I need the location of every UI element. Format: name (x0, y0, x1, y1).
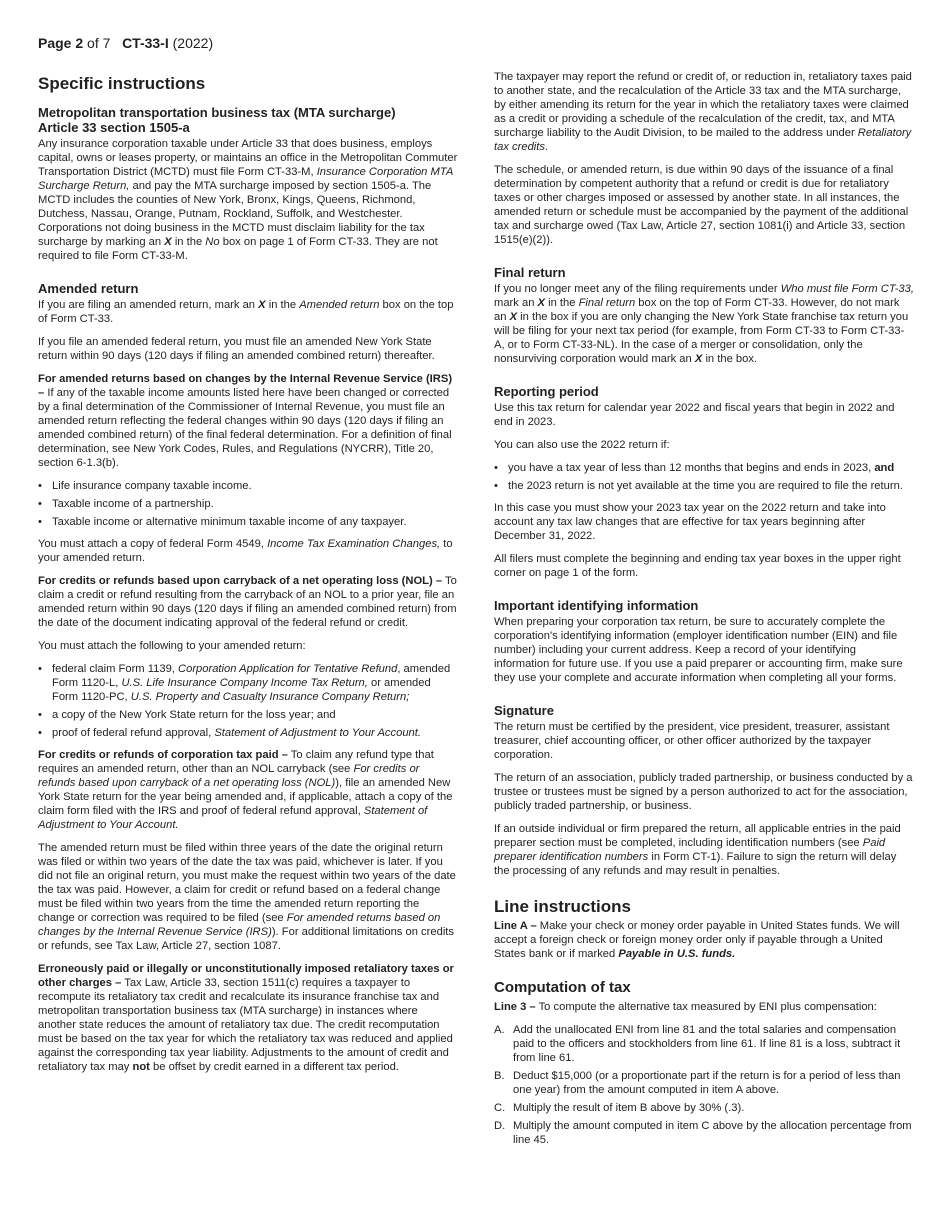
erroneous-paragraph: Erroneously paid or illegally or unconstitutionally imposed retaliatory taxes or other charges – Tax Law, Article 33, section 1511(c) requires a taxpayer to recompute its retaliatory tax credit and recalculate its insurance franchise tax and metropolitan transportation business tax (MTA surcharge) in instances where another state reduces the amount of retaliatory tax due. The credit recomputation must be based on the tax year for which the retaliatory tax was reduced and applied against the corresponding tax year liability. Adjustments to the amount of credit and retaliatory tax may not be offset by credit earned in a different tax period. (38, 963, 454, 1073)
attach-following: You must attach the following to your amended return: (38, 640, 306, 652)
retaliatory-paragraph-1: The taxpayer may report the refund or credit of, or reduction in, retaliatory taxes paid to another state, and the recalculation of the Article 33 tax and the MTA surcharge, by either amending its return for the year in which the retaliatory taxes were claimed as a credit or providing a schedule of the recalculation of the credit, tax, and MTA surcharge liability to the Audit Division, to be mailed to the address under Retaliatory tax credits. (494, 71, 912, 153)
nol-list (38, 662, 458, 740)
form-year: (2022) (172, 35, 214, 51)
list-item: • the 2023 return is not yet available at the time you are required to file the return. (494, 480, 903, 492)
reporting-paragraph-2: You can also use the 2022 return if: (494, 439, 670, 451)
list-item: D. Multiply the amount computed in item C above by the allocation percentage from line 45. (494, 1120, 912, 1146)
line-a-paragraph: Line A – Make your check or money order payable in United States funds. We will accept a foreign check or foreign money order only if payable through a United States bank or if marked Payable in U.S. funds. (494, 920, 900, 960)
form-id: CT-33-I (122, 35, 169, 51)
list-item: A. Add the unallocated ENI from line 81 and the total salaries and compensation paid to the officers and stockholders from line 61. If line 81 is a loss, subtract it from line 61. (494, 1024, 901, 1064)
page-total: of 7 (87, 35, 111, 51)
specific-instructions-heading: Specific instructions (38, 74, 206, 93)
list-item: • Life insurance company taxable income. (38, 480, 252, 492)
corp-tax-paragraph: For credits or refunds of corporation tax paid – To claim any refund type that requires an amended return, other than an NOL carryback (see For credits or refunds based upon carryback of a net operating loss (NOL)), file an amended New York State return for the year being amended and, if applicable, attach a copy of the claim form filed with the IRS and proof of federal refund approval, Statement of Adjustment to Your Account. (38, 749, 453, 831)
amended-paragraph-2: If you file an amended federal return, you must file an amended New York State return within 90 days (120 days if filing an amended combined return) thereafter. (38, 336, 435, 362)
list-item: • you have a tax year of less than 12 months that begins and ends in 2023, and (494, 462, 895, 474)
line-instructions-heading: Line instructions (494, 897, 631, 916)
reporting-paragraph-3: In this case you must show your 2023 tax year on the 2022 return and take into account any tax law changes that are effective for tax years beginning after December 31, 2022. (494, 502, 886, 542)
attach-4549-paragraph: You must attach a copy of federal Form 4549, Income Tax Examination Changes, to your amended return. (38, 538, 453, 564)
mta-paragraph: Any insurance corporation taxable under Article 33 that does business, employs capital, owns or leases property, or maintains an office in the Metropolitan Commuter Transportation District (MCTD) must file Form CT-33-M, Insurance Corporation MTA Surcharge Return, and pay the MTA surcharge imposed by section 1505-a. The MCTD includes the counties of New York, Bronx, Kings, Queens, Richmond, Dutchess, Nassau, Orange, Putnam, Rockland, Suffolk, and Westchester. Corporations not doing business in the MCTD must disclaim liability for the tax surcharge by marking an X in the No box on page 1 of Form CT-33. They are not required to file Form CT-33-M. (38, 138, 458, 262)
signature-paragraph-2: The return of an association, publicly traded partnership, or business conducted by a trustee or trustees must be signed by a person authorized to act for the association, publicly traded partnership, or business. (494, 772, 913, 812)
signature-paragraph-1: The return must be certified by the president, vice president, treasurer, assistant treasurer, chief accounting officer, or other officer authorized by the taxpayer corporation. (494, 721, 890, 761)
three-years-paragraph: The amended return must be filed within three years of the date the original return was filed or within two years of the date the tax was paid, whichever is later. If you did not file an original return, you must make the request within two years of the date the tax was paid. However, a claim for credit or refund based on a federal change must be filed within two years from the time the amended return reporting the change or correction was required to be filed (see For amended returns based on changes by the Internal Revenue Service (IRS)). For additional limitations on credits or refunds, see Tax Law, Article 27, section 1087. (38, 842, 456, 952)
right-column (494, 70, 914, 1155)
page-number: Page 2 (38, 35, 84, 51)
identifying-info-paragraph: When preparing your corporation tax return, be sure to accurately complete the corporation's identifying information (employer identification number (EIN) and file number) including your current address. Keep a record of your identifying information for future use. If you use a paid preparer or accounting firm, make sure they use your complete and accurate information when completing all your forms. (494, 616, 903, 684)
list-item: • proof of federal refund approval, Statement of Adjustment to Your Account. (38, 727, 422, 739)
reporting-period-heading: Reporting period (494, 384, 599, 399)
list-item: • Taxable income or alternative minimum taxable income of any taxpayer. (38, 516, 407, 528)
list-item: • federal claim Form 1139, Corporation Application for Tentative Refund, amended Form 1120-L, U.S. Life Insurance Company Income Tax Return, or amended Form 1120-PC, U.S. Property and Casualty Insurance Company Return; (38, 663, 451, 703)
page-header (38, 35, 213, 51)
left-column (38, 70, 458, 1083)
mta-heading: Metropolitan transportation business tax (MTA surcharge) Article 33 section 1505-a (38, 105, 396, 135)
identifying-info-heading: Important identifying information (494, 598, 699, 613)
signature-heading: Signature (494, 703, 554, 718)
line-3-paragraph: Line 3 – To compute the alternative tax measured by ENI plus compensation: (494, 1001, 877, 1013)
nol-paragraph: For credits or refunds based upon carryback of a net operating loss (NOL) – To claim a credit or refund resulting from the carryback of an NOL to a prior year, file an amended return within 90 days (120 days if filing an amended combined return) from the date of the document indicating approval of the federal refund or credit. (38, 575, 457, 629)
computation-heading: Computation of tax (494, 979, 631, 996)
list-item: B. Deduct $15,000 (or a proportionate part if the return is for a period of less than one year) from the amount computed in item A above. (494, 1070, 901, 1096)
list-item: • a copy of the New York State return for the loss year; and (38, 709, 336, 721)
list-item: C. Multiply the result of item B above by 30% (.3). (494, 1102, 745, 1114)
list-item: • Taxable income of a partnership. (38, 498, 214, 510)
retaliatory-paragraph-2: The schedule, or amended return, is due within 90 days of the issuance of a final determination by competent authority that a refund or credit is due for retaliatory taxes or other charges imposed or assessed by another state. In all instances, the amended return or schedule must be accompanied by the payment of the additional tax and surcharge owed (Tax Law, Article 27, section 1081(i) and Article 33, section 1515(e)(2)). (494, 164, 909, 246)
irs-paragraph: For amended returns based on changes by the Internal Revenue Service (IRS) – If any of the taxable income amounts listed here have been changed or corrected by a final determination of the Commissioner of Internal Revenue, you must file an amended return reflecting the federal changes within 90 days (120 days if filing an amended combined return) of the final federal determination. For a definition of final determination, see New York Codes, Rules, and Regulations (NYCRR), Title 20, section 6-1.3(b). (38, 373, 453, 469)
reporting-paragraph-4: All filers must complete the beginning and ending tax year boxes in the upper right corner on page 1 of the form. (494, 553, 901, 579)
final-return-paragraph: If you no longer meet any of the filing requirements under Who must file Form CT-33, mark an X in the Final return box on the top of Form CT-33. However, do not mark an X in the box if you are only changing the New York State franchise tax return you will be filing for your next tax period (for example, from Form CT-33 to Form CT-33-A, or to Form CT-33-NL). In the case of a merger or consolidation, only the nonsurviving corporation would mark an X in the box. (494, 283, 914, 365)
amended-return-heading: Amended return (38, 281, 139, 296)
final-return-heading: Final return (494, 265, 566, 280)
reporting-paragraph-1: Use this tax return for calendar year 2022 and fiscal years that begin in 2022 and end in 2023. (494, 402, 895, 428)
signature-paragraph-3: If an outside individual or firm prepared the return, all applicable entries in the paid preparer section must be completed, including identification numbers (see Paid preparer identification numbers in Form CT-1). Failure to sign the return will delay the processing of any refunds and may result in penalties. (494, 823, 901, 877)
amended-paragraph-1: If you are filing an amended return, mark an X in the Amended return box on the top of Form CT-33. (38, 299, 454, 325)
reporting-list (494, 461, 914, 493)
irs-list (38, 479, 458, 529)
computation-steps (494, 1023, 914, 1147)
